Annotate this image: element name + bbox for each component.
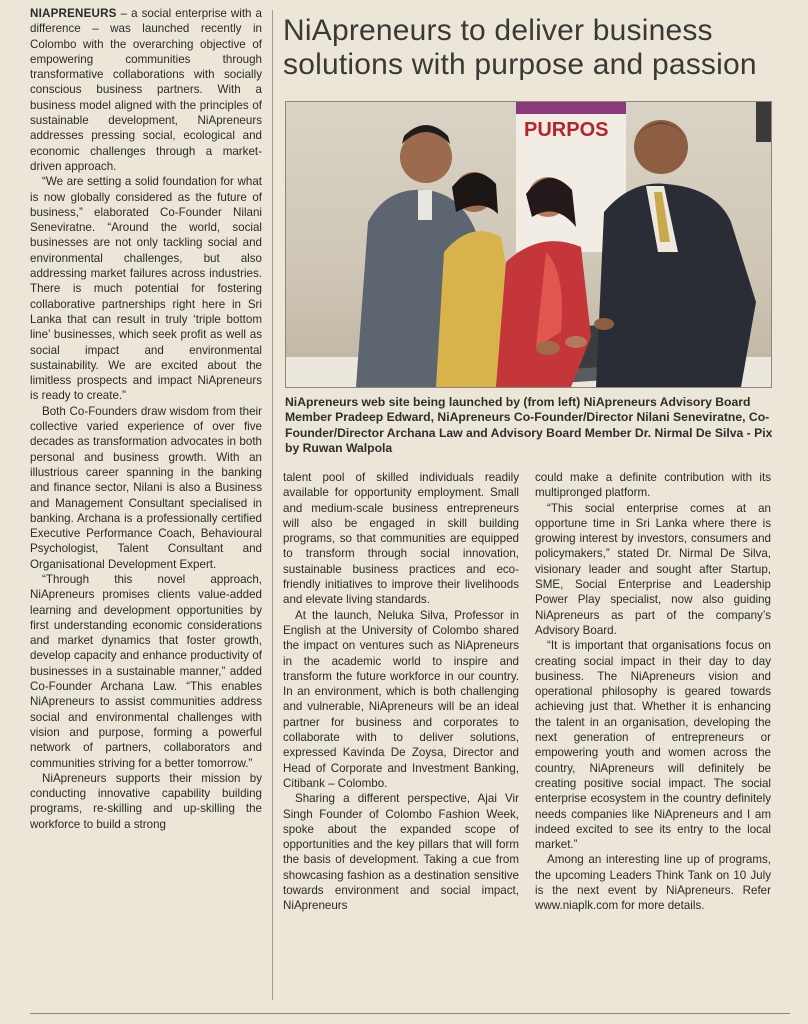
- paragraph: At the launch, Neluka Silva, Professor in English at the University of Colombo shared the impact on ventures such as NiApreneurs in the academic world to inspire and transform the future workforce in our country. In an environment, which is both challenging and vulnerable, NiApreneurs will be an ideal partner for business and corporates to collaborate with to deliver solutions, expressed Kavinda De Zoysa, Director and Head of Corporate and Investment Banking, Citibank – Colombo.: [283, 608, 519, 790]
- bottom-rule: [30, 1013, 790, 1014]
- headline: NiApreneurs to deliver business solutions with purpose and passion: [283, 14, 757, 81]
- article-column-2: [283, 470, 519, 914]
- column-divider: [272, 10, 273, 1000]
- paragraph: “This social enterprise comes at an opportune time in Sri Lanka where there is growing interest by investors, consumers and policymakers,” stated Dr. Nirmal De Silva, visionary leader and sought after Startup, SME, Social Enterprise and Leadership Power Play specialist, now also guiding NiApreneurs as part of the company’s Advisory Board.: [535, 501, 771, 637]
- banner-text: PURPOS: [524, 119, 609, 141]
- paragraph: “We are setting a solid foundation for what is now globally considered as the future of business,” elaborated Co-Founder Nilani Seneviratne. “Around the world, social businesses are not only tackling social and environmental challenges, but also addressing market failures across industries. There is much potential for fostering collaborative partnerships right here in Sri Lanka that can result in truly ‘triple bottom line’ businesses, which seek profit as well as social impact and environmental sustainability. We are excited about the limitless prospects and impact NiApreneurs is ready to create.”: [30, 175, 262, 403]
- paragraph: Both Co-Founders draw wisdom from their collective varied experience of over five decades as transformation advocates in both personal and business growth. With an illustrious career spanning in the banking and finance sector, Nilani is also a Business and Management Consultant specialised in banking. Archana is a professionally certified Executive Performance Coach, Behavioural Psychologist, Talent Consultant and Organisational Development Expert.: [30, 404, 262, 571]
- paragraph: NiApreneurs supports their mission by conducting innovative capability building programs, re-skilling and up-skilling the workforce to build a strong: [30, 771, 262, 831]
- article-column-1: [30, 6, 262, 832]
- lead-word: NIAPRENEURS: [30, 7, 117, 20]
- photo-illustration: [286, 102, 771, 387]
- paragraph: Sharing a different perspective, Ajai Vir Singh Founder of Colombo Fashion Week, spoke about the expanded scope of opportunities and the key pillars that will form the basis of development. Taking a cue from showcasing fashion as a destination sensitive towards environment and social impact, NiApreneurs: [283, 792, 519, 913]
- paragraph: NIAPRENEURS – a social enterprise with a difference – was launched recently in Colombo with the overarching objective of empowering communities through transformative collaborations with socially conscious business partners. With a business model aligned with the principles of sustainable development, NiApreneurs addresses pressing social, ecological and economic challenges through a market-driven approach.: [30, 7, 262, 173]
- paragraph: “It is important that organisations focus on creating social impact in their day to day business. The NiApreneurs vision and operational philosophy is geared towards achieving just that. Whether it is enhancing the talent in an organisation, developing the next generation of entrepreneurs or empowering youth and women across the country, NiApreneurs will definitely be creating positive social impact. The social enterprise ecosystem in the country definitely needs companies like NiApreneurs and I am indeed excited to see its entry to the local market.”: [535, 639, 771, 852]
- article-column-3: [535, 470, 771, 914]
- paragraph: Among an interesting line up of programs, the upcoming Leaders Think Tank on 10 July is the next event by NiApreneurs. Refer www.niaplk.com for more details.: [535, 853, 771, 913]
- paragraph: talent pool of skilled individuals readily available for opportunity employment. Small and medium-scale business entrepreneurs will also be engaged in skill building programs, so that communities are equipped to transform through social innovation, sustainable business practices and eco-friendly initiatives to improve their livelihoods and elevate living standards.: [283, 471, 519, 607]
- paragraph: could make a definite contribution with its multipronged platform.: [535, 471, 771, 500]
- launch-photo: [285, 101, 772, 388]
- photo-caption: NiApreneurs web site being launched by (from left) NiApreneurs Advisory Board Member Pradeep Edward, NiApreneurs Co-Founder/Director Nilani Seneviratne, Co-Founder/Director Archana Law and Advisory Board Member Dr. Nirmal De Silva - Pix by Ruwan Walpola: [285, 395, 773, 456]
- paragraph: “Through this novel approach, NiApreneurs promises clients value-added learning and development opportunities by first understanding economic considerations and market dynamics that foster growth, develop capacity and enhance productivity of businesses in a sustainable manner,” added Co-Founder Archana Law. “This enables NiApreneurs to assist communities address social and environmental challenges with vision and purpose, forming a powerful network of partners, collaborators and communities striving for a better tomorrow.”: [30, 572, 262, 770]
